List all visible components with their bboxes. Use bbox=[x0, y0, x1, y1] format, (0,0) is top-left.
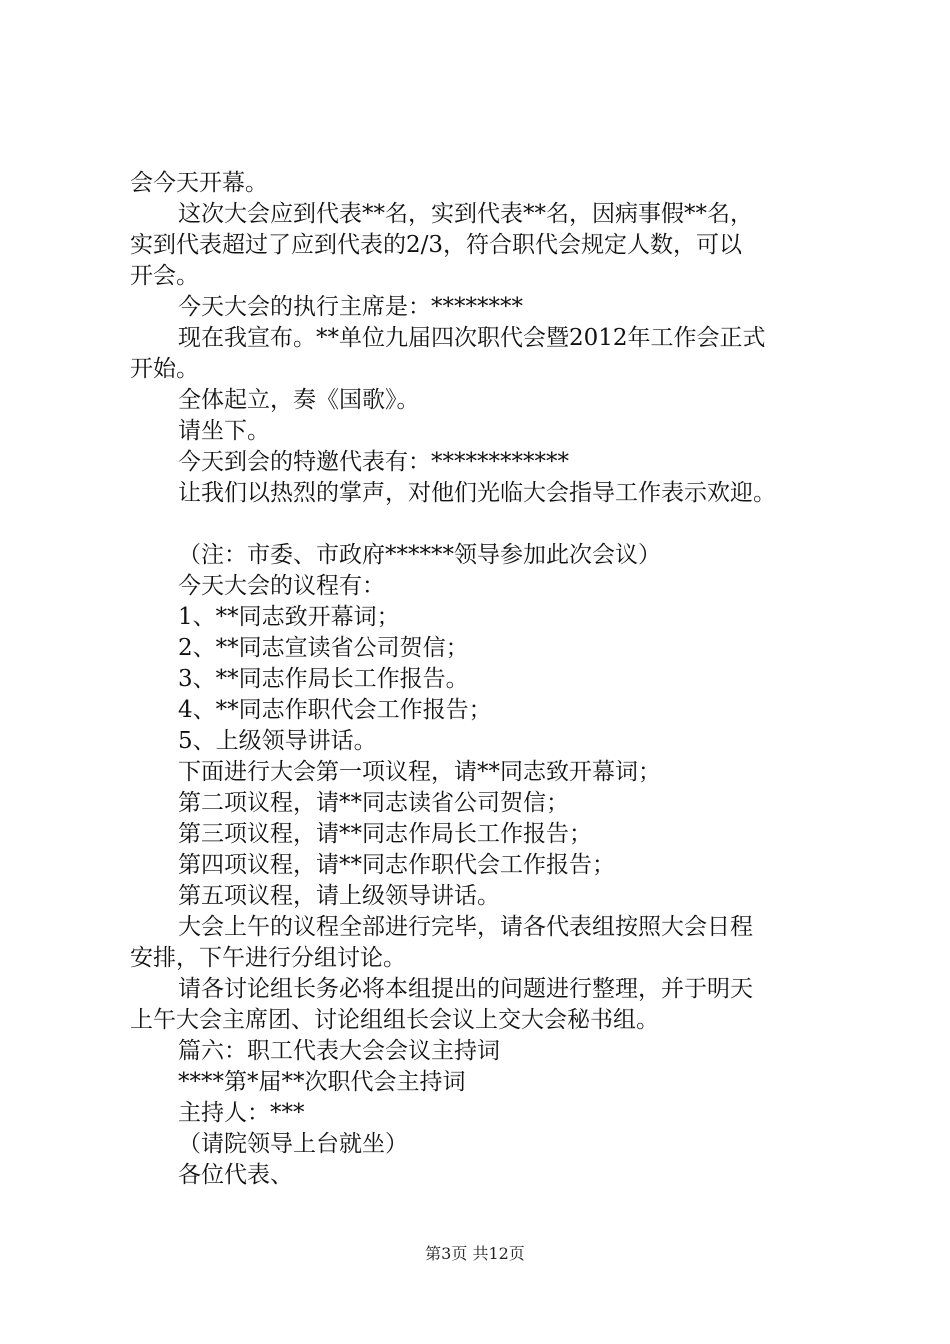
text-line: （注：市委、市政府******领导参加此次会议） bbox=[178, 542, 661, 568]
text-line: 主持人：*** bbox=[178, 1100, 305, 1126]
text-line: 第四项议程，请**同志作职代会工作报告； bbox=[178, 852, 615, 878]
text-line: 全体起立，奏《国歌》。 bbox=[178, 387, 420, 413]
text-line: 大会上午的议程全部进行完毕，请各代表组按照大会日程 bbox=[178, 914, 753, 940]
agenda-item: 4、**同志作职代会工作报告； bbox=[178, 697, 492, 723]
page-footer: 第3页 共12页 bbox=[425, 1244, 525, 1263]
section-heading: 篇六：职工代表大会会议主持词 bbox=[178, 1038, 500, 1064]
text-line: 这次大会应到代表**名，实到代表**名，因病事假**名， bbox=[178, 201, 753, 227]
text-line: 现在我宣布。**单位九届四次职代会暨2012年工作会正式 bbox=[178, 325, 766, 351]
text-line: 今天到会的特邀代表有：************ bbox=[178, 449, 569, 475]
text-line: 上午大会主席团、讨论组组长会议上交大会秘书组。 bbox=[130, 1007, 659, 1033]
text-line: 开始。 bbox=[130, 356, 199, 382]
text-line: 下面进行大会第一项议程，请**同志致开幕词； bbox=[178, 759, 661, 785]
text-line: 请坐下。 bbox=[178, 418, 270, 444]
text-line: 让我们以热烈的掌声，对他们光临大会指导工作表示欢迎。 bbox=[178, 480, 776, 506]
text-line: 会今天开幕。 bbox=[130, 170, 268, 196]
text-line: 第二项议程，请**同志读省公司贺信； bbox=[178, 790, 569, 816]
blank-line bbox=[130, 509, 850, 540]
agenda-item: 5、上级领导讲话。 bbox=[178, 728, 377, 754]
document-body bbox=[130, 168, 850, 1191]
agenda-item: 2、**同志宣读省公司贺信； bbox=[178, 635, 469, 661]
text-line: 第五项议程，请上级领导讲话。 bbox=[178, 883, 500, 909]
agenda-item: 3、**同志作局长工作报告。 bbox=[178, 666, 469, 692]
text-line: ****第*届**次职代会主持词 bbox=[178, 1069, 466, 1095]
text-line: 实到代表超过了应到代表的2/3，符合职代会规定人数，可以 bbox=[130, 232, 743, 258]
text-line: 今天大会的议程有： bbox=[178, 573, 385, 599]
text-line: 开会。 bbox=[130, 263, 199, 289]
text-line: 第三项议程，请**同志作局长工作报告； bbox=[178, 821, 592, 847]
text-line: 请各讨论组长务必将本组提出的问题进行整理，并于明天 bbox=[178, 976, 753, 1002]
text-line: （请院领导上台就坐） bbox=[178, 1131, 408, 1157]
text-line: 安排，下午进行分组讨论。 bbox=[130, 945, 406, 971]
agenda-item: 1、**同志致开幕词； bbox=[178, 604, 400, 630]
text-line: 各位代表、 bbox=[178, 1162, 293, 1188]
text-line: 今天大会的执行主席是：******** bbox=[178, 294, 523, 320]
